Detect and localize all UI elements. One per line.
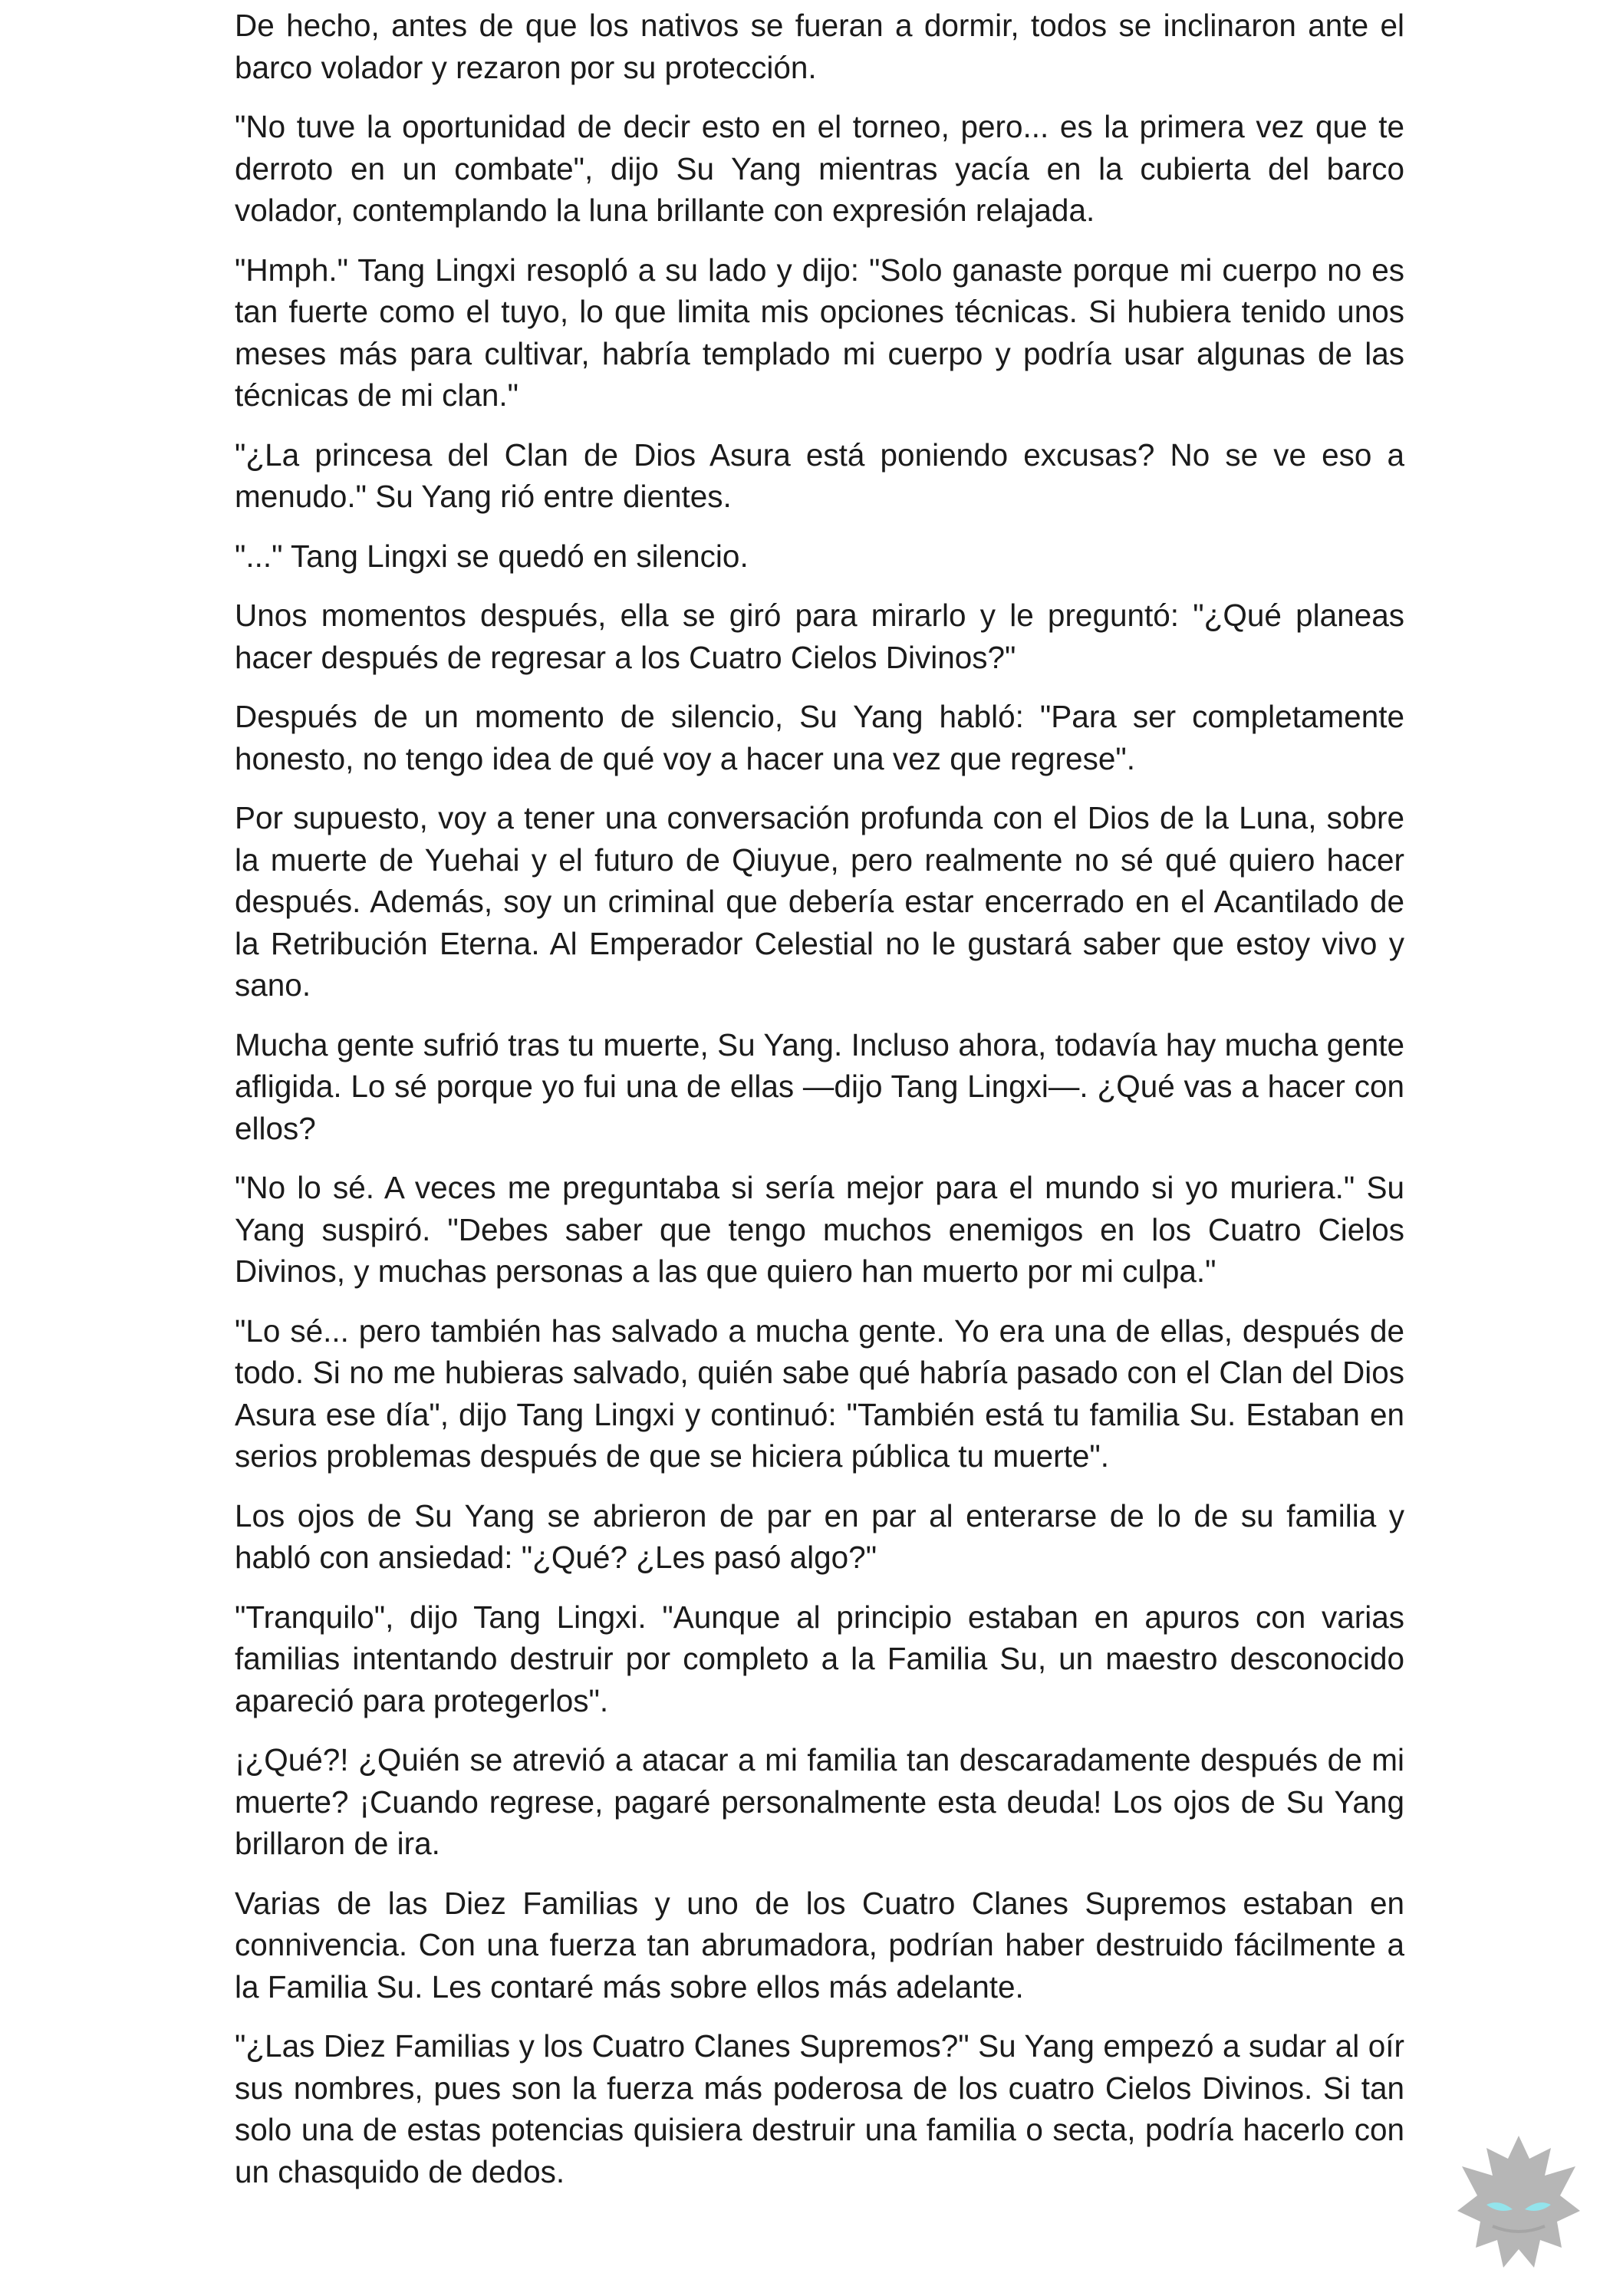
- paragraph: Varias de las Diez Familias y uno de los Cuatro Clanes Supremos estaban en connivencia. Con una fuerza tan abrumadora, podrían haber destruido fácilmente a la Familia Su. Les contaré más sobre ellos más adelante.: [235, 1885, 1404, 2004]
- paragraph: "Tranquilo", dijo Tang Lingxi. "Aunque al principio estaban en apuros con varias familias intentando destruir por completo a la Familia Su, un maestro desconocido apareció para protegerlos".: [235, 1599, 1404, 1718]
- document-page: [235, 5, 1404, 2210]
- paragraph: Por supuesto, voy a tener una conversación profunda con el Dios de la Luna, sobre la muerte de Yuehai y el futuro de Qiuyue, pero realmente no sé qué quiero hacer después. Además, soy un criminal que debería estar encerrado en el Acantilado de la Retribución Eterna. Al Emperador Celestial no le gustará saber que estoy vivo y sano.: [235, 800, 1404, 1003]
- paragraph: ¡¿Qué?! ¿Quién se atrevió a atacar a mi familia tan descaradamente después de mi muerte? ¡Cuando regrese, pagaré personalmente esta deuda! Los ojos de Su Yang brillaron de ira.: [235, 1742, 1404, 1861]
- paragraph: "Lo sé... pero también has salvado a mucha gente. Yo era una de ellas, después de todo. Si no me hubieras salvado, quién sabe qué habría pasado con el Clan del Dios Asura ese día", dijo Tang Lingxi y continuó: "También está tu familia Su. Estaban en serios problemas después de que se hiciera pública tu muerte".: [235, 1313, 1404, 1474]
- paragraph: Después de un momento de silencio, Su Yang habló: "Para ser completamente honesto, no tengo idea de qué voy a hacer una vez que regrese".: [235, 699, 1404, 776]
- paragraph: Unos momentos después, ella se giró para mirarlo y le preguntó: "¿Qué planeas hacer después de regresar a los Cuatro Cielos Divinos?": [235, 598, 1404, 675]
- paragraph: Los ojos de Su Yang se abrieron de par en par al enterarse de lo de su familia y habló con ansiedad: "¿Qué? ¿Les pasó algo?": [235, 1497, 1404, 1575]
- demon-head-icon: [1442, 2125, 1595, 2286]
- paragraph: "No lo sé. A veces me preguntaba si sería mejor para el mundo si yo muriera." Su Yang suspiró. "Debes saber que tengo muchos enemigos en los Cuatro Cielos Divinos, y muchas personas a las que quiero han muerto por mi culpa.": [235, 1170, 1404, 1289]
- paragraph: "¿Las Diez Familias y los Cuatro Clanes Supremos?" Su Yang empezó a sudar al oír sus nombres, pues son la fuerza más poderosa de los cuatro Cielos Divinos. Si tan solo una de estas potencias quisiera destruir una familia o secta, podría hacerlo con un chasquido de dedos.: [235, 2028, 1404, 2189]
- paragraph: Mucha gente sufrió tras tu muerte, Su Yang. Incluso ahora, todavía hay mucha gente afligida. Lo sé porque yo fui una de ellas —dijo Tang Lingxi—. ¿Qué vas a hacer con ellos?: [235, 1026, 1404, 1146]
- paragraph: "No tuve la oportunidad de decir esto en el torneo, pero... es la primera vez que te derroto en un combate", dijo Su Yang mientras yacía en la cubierta del barco volador, contemplando la luna brillante con expresión relajada.: [235, 109, 1404, 228]
- paragraph: "¿La princesa del Clan de Dios Asura está poniendo excusas? No se ve eso a menudo." Su Yang rió entre dientes.: [235, 436, 1404, 514]
- paragraph: "..." Tang Lingxi se quedó en silencio.: [235, 538, 749, 574]
- paragraph: De hecho, antes de que los nativos se fueran a dormir, todos se inclinaron ante el barco volador y rezaron por su protección.: [235, 8, 1404, 85]
- paragraph: "Hmph." Tang Lingxi resopló a su lado y dijo: "Solo ganaste porque mi cuerpo no es tan fuerte como el tuyo, lo que limita mis opciones técnicas. Si hubiera tenido unos meses más para cultivar, habría templado mi cuerpo y podría usar algunas de las técnicas de mi clan.": [235, 252, 1404, 413]
